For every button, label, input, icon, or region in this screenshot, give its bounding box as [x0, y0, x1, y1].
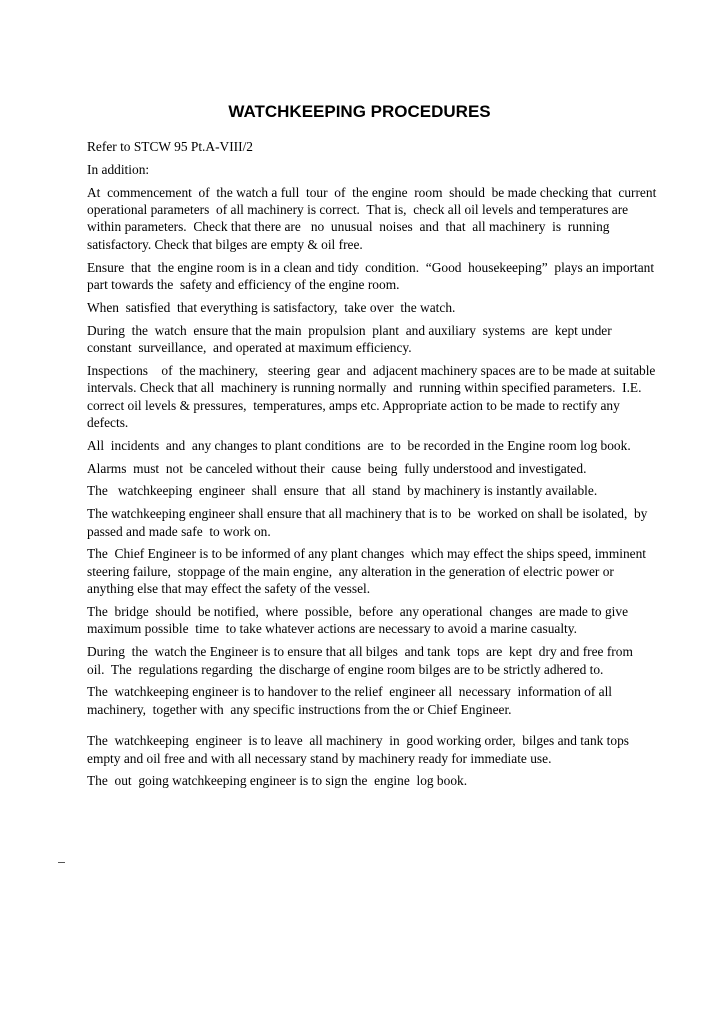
- paragraph-isolation: The watchkeeping engineer shall ensure that all machinery that is to be worked on shall be isolated, by passed and made safe to work on.: [87, 506, 651, 539]
- paragraph-inspections: Inspections of the machinery, steering gear and adjacent machinery spaces are to be made at suitable intervals. Check that all machinery is running normally and running within specified parameters. I.E. correct oil levels & pressures, temperatures, amps etc. Appropriate action to be made to rectify any defects.: [87, 362, 659, 431]
- paragraph-chief-engineer: The Chief Engineer is to be informed of any plant changes which may effect the ships speed, imminent steering failure, stoppage of the main engine, any alteration in the generation of electric power or anything else that may effect the safety of the vessel.: [87, 546, 650, 597]
- paragraph-handover: The watchkeeping engineer is to handover to the relief engineer all necessary information of all machinery, together with any specific instructions from the or Chief Engineer.: [87, 684, 616, 717]
- paragraph-bilges: During the watch the Engineer is to ensure that all bilges and tank tops are kept dry and free from oil. The regulations regarding the discharge of engine room bilges are to be strictly adhered to.: [87, 644, 640, 677]
- body-text: [87, 138, 663, 795]
- paragraph-stand-by: The watchkeeping engineer shall ensure that all stand by machinery is instantly available.: [87, 483, 598, 499]
- page-title: WATCHKEEPING PROCEDURES: [228, 102, 491, 121]
- paragraph-take-over: When satisfied that everything is satisfactory, take over the watch.: [87, 299, 456, 315]
- paragraph-in-addition: In addition:: [87, 161, 150, 177]
- margin-mark: [58, 862, 65, 863]
- paragraph-surveillance: During the watch ensure that the main propulsion plant and auxiliary systems are kept under constant surveillance, and operated at maximum efficiency.: [87, 322, 619, 356]
- paragraph-reference: Refer to STCW 95 Pt.A-VIII/2: [87, 139, 253, 154]
- paragraph-alarms: Alarms must not be canceled without their cause being fully understood and investigated.: [87, 460, 587, 476]
- paragraph-log-book: The out going watchkeeping engineer is to sign the engine log book.: [87, 773, 468, 789]
- paragraph-commencement: At commencement of the watch a full tour of the engine room should be made checking that current operational parameters of all machinery is correct. That is, check all oil levels and temperatures are within parameters. Check that there are no unusual noises and that all machinery is running satisfactory. Check that bilges are empty & oil free.: [87, 184, 663, 252]
- paragraph-housekeeping: Ensure that the engine room is in a clean and tidy condition. “Good housekeeping” plays an important part towards the safety and efficiency of the engine room.: [87, 259, 658, 293]
- paragraph-bridge: The bridge should be notified, where possible, before any operational changes are made to give maximum possible time to take whatever actions are necessary to avoid a marine casualty.: [87, 604, 632, 637]
- paragraph-incidents: All incidents and any changes to plant conditions are to be recorded in the Engine room log book.: [87, 437, 631, 453]
- paragraph-leave-machinery: The watchkeeping engineer is to leave all machinery in good working order, bilges and tank tops empty and oil free and with all necessary stand by machinery ready for immediate use.: [87, 733, 633, 766]
